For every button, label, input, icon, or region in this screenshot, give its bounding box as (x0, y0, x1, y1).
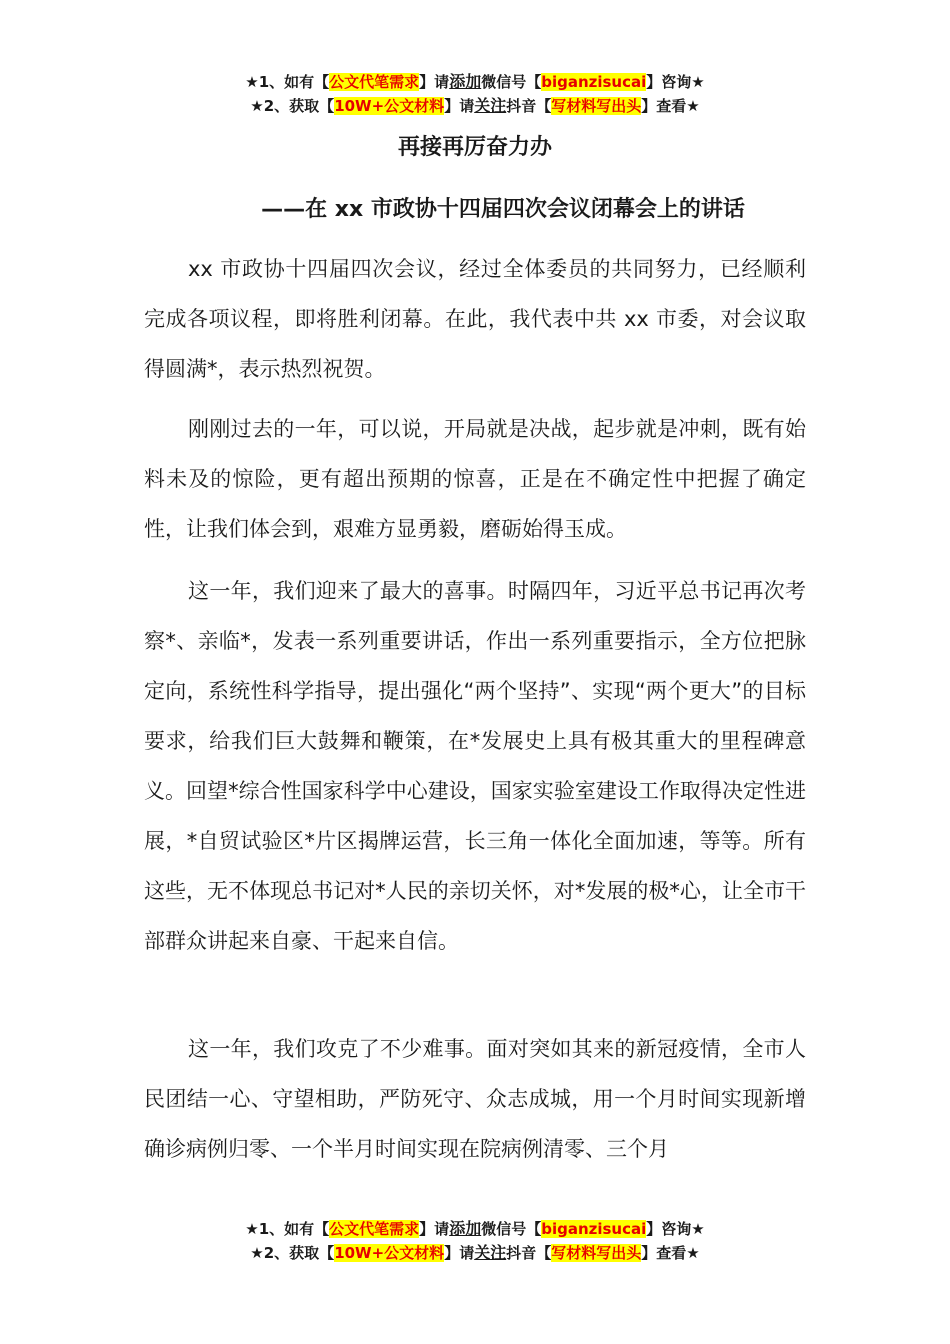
underlined-text: 添加 (449, 1219, 482, 1238)
underlined-text: 添加 (449, 72, 482, 91)
promo-line-1: ★1、如有【公文代笔需求】请添加微信号【biganzisucai】咨询★ (245, 1219, 705, 1238)
document-title: 再接再厉奋力办 (397, 135, 552, 160)
promo-banner-bottom (0, 1217, 950, 1265)
underlined-text: 关注 (474, 96, 507, 115)
douyin-account: 写材料写出头 (551, 1244, 642, 1262)
paragraph: xx 市政协十四届四次会议，经过全体委员的共同努力，已经顺利完成各项议程，即将胜利闭幕。在此，我代表中共 xx 市委，对会议取得圆满*，表示热烈祝贺。 (144, 257, 806, 381)
promo-banner-top (0, 70, 950, 118)
paragraph: 这一年，我们迎来了最大的喜事。时隔四年，习近平总书记再次考察*、亲临*，发表一系列重要讲话，作出一系列重要指示，全方位把脉定向，系统性科学指导，提出强化“两个坚持”、实现“两个更大”的目标要求，给我们巨大鼓舞和鞭策，在*发展史上具有极其重大的里程碑意义。回望*综合性国家科学中心建设，国家实验室建设工作取得决定性进展，*自贸试验区*片区揭牌运营，长三角一体化全面加速，等等。所有这些，无不体现总书记对*人民的亲切关怀，对*发展的极*心，让全市干部群众讲起来自豪、干起来自信。 (144, 579, 806, 953)
paragraph: 这一年，我们攻克了不少难事。面对突如其来的新冠疫情，全市人民团结一心、守望相助，严防死守、众志成城，用一个月时间实现新增确诊病例归零、一个半月时间实现在院病例清零、三个月 (144, 1037, 806, 1161)
document-subtitle: ——在 xx 市政协十四届四次会议闭幕会上的讲话 (261, 197, 745, 222)
promo-line-1: ★1、如有【公文代笔需求】请添加微信号【biganzisucai】咨询★ (245, 72, 705, 91)
promo-line-2: ★2、获取【10W+公文材料】请关注抖音【写材料写出头】查看★ (250, 1243, 700, 1262)
paragraph: 刚刚过去的一年，可以说，开局就是决战，起步就是冲刺，既有始料未及的惊险，更有超出预期的惊喜，正是在不确定性中把握了确定性，让我们体会到，艰难方显勇毅，磨砺始得玉成。 (144, 417, 806, 541)
highlight-text: 公文代笔需求 (329, 73, 420, 91)
highlight-text: 10W+公文材料 (334, 1244, 445, 1262)
underlined-text: 关注 (474, 1243, 507, 1262)
douyin-account: 写材料写出头 (551, 97, 642, 115)
wechat-id: biganzisucai (541, 1220, 647, 1238)
wechat-id: biganzisucai (541, 73, 647, 91)
highlight-text: 公文代笔需求 (329, 1220, 420, 1238)
promo-line-2: ★2、获取【10W+公文材料】请关注抖音【写材料写出头】查看★ (250, 96, 700, 115)
highlight-text: 10W+公文材料 (334, 97, 445, 115)
